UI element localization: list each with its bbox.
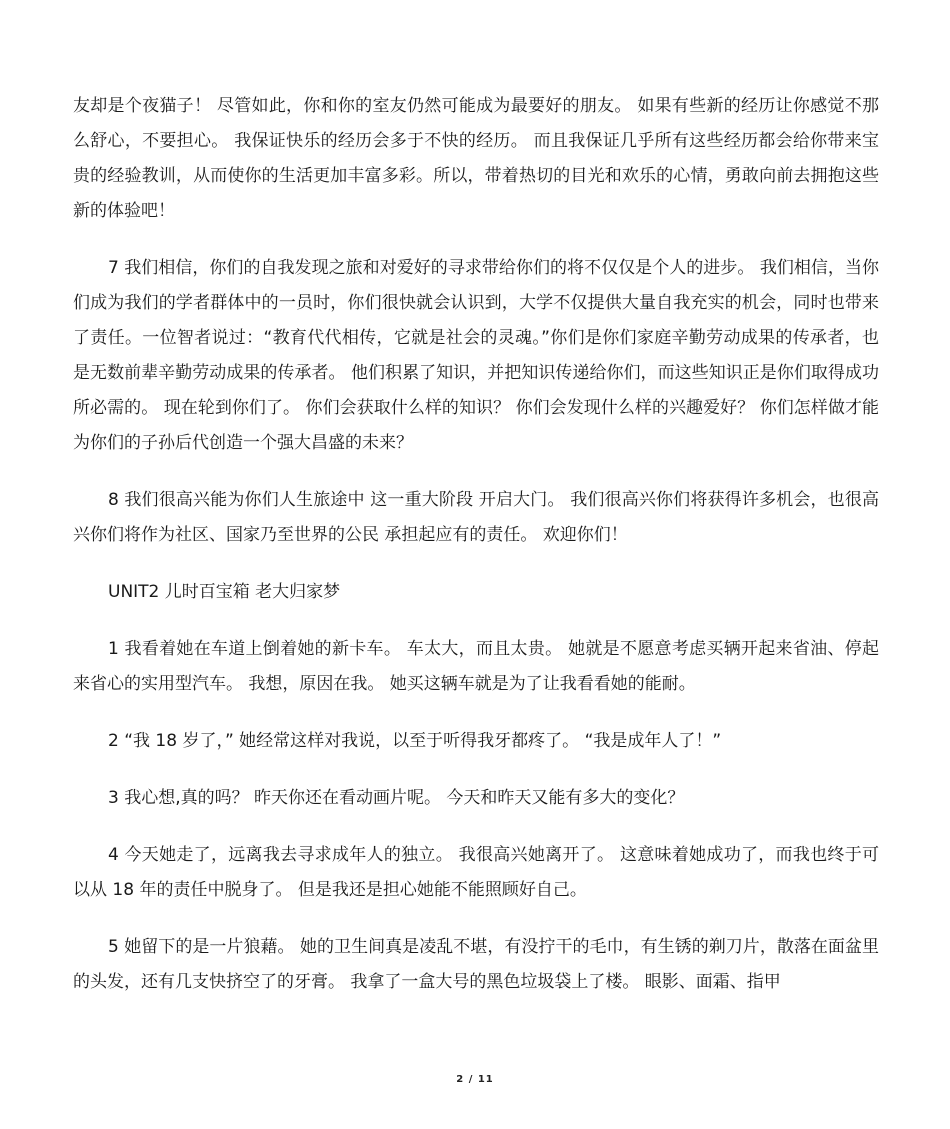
paragraph: 8 我们很高兴能为你们人生旅途中 这一重大阶段 开启大门。 我们很高兴你们将获得许多机会，也很高兴你们将作为社区、国家乃至世界的公民 承担起应有的责任。 欢迎你们！ — [73, 490, 879, 545]
paragraph: 5 她留下的是一片狼藉。 她的卫生间真是凌乱不堪，有没拧干的毛巾，有生锈的剃刀片，散落在面盆里的头发，还有几支快挤空了的牙膏。 我拿了一盒大号的黑色垃圾袋上了楼。 眼影、面霜、指甲 — [73, 937, 879, 992]
document-body — [73, 89, 879, 1022]
paragraph: 2 “我 18 岁了，” 她经常这样对我说，以至于听得我牙都疼了。 “我是成年人了！” — [108, 731, 722, 751]
section-heading: UNIT2 儿时百宝箱 老大归家梦 — [108, 582, 341, 602]
paragraph: 1 我看着她在车道上倒着她的新卡车。 车太大，而且太贵。 她就是不愿意考虑买辆开起来省油、停起来省心的实用型汽车。 我想，原因在我。 她买这辆车就是为了让我看看她的能耐。 — [73, 639, 879, 694]
page-number: 2 / 11 — [456, 1074, 494, 1085]
paragraph: 4 今天她走了，远离我去寻求成年人的独立。 我很高兴她离开了。 这意味着她成功了，而我也终于可以从 18 年的责任中脱身了。 但是我还是担心她能不能照顾好自己。 — [73, 845, 879, 900]
paragraph: 友却是个夜猫子！ 尽管如此，你和你的室友仍然可能成为最要好的朋友。 如果有些新的经历让你感觉不那么舒心，不要担心。 我保证快乐的经历会多于不快的经历。 而且我保证几乎所有这些经历都会给你带来宝贵的经验教训，从而使你的生活更加丰富多彩。所以，带着热切的目光和欢乐的心情，勇敢向前去拥抱这些新的体验吧！ — [73, 96, 879, 221]
paragraph: 7 我们相信，你们的自我发现之旅和对爱好的寻求带给你们的将不仅仅是个人的进步。 我们相信，当你们成为我们的学者群体中的一员时，你们很快就会认识到，大学不仅提供大量自我充实的机会，同时也带来了责任。一位智者说过：“教育代代相传，它就是社会的灵魂。”你们是你们家庭辛勤劳动成果的传承者，也是无数前辈辛勤劳动成果的传承者。 他们积累了知识，并把知识传递给你们，而这些知识正是你们取得成功所必需的。 现在轮到你们了。 你们会获取什么样的知识？ 你们会发现什么样的兴趣爱好？ 你们怎样做才能为你们的子孙后代创造一个强大昌盛的未来？ — [73, 258, 879, 453]
paragraph: 3 我心想,真的吗？ 昨天你还在看动画片呢。 今天和昨天又能有多大的变化？ — [108, 788, 685, 808]
